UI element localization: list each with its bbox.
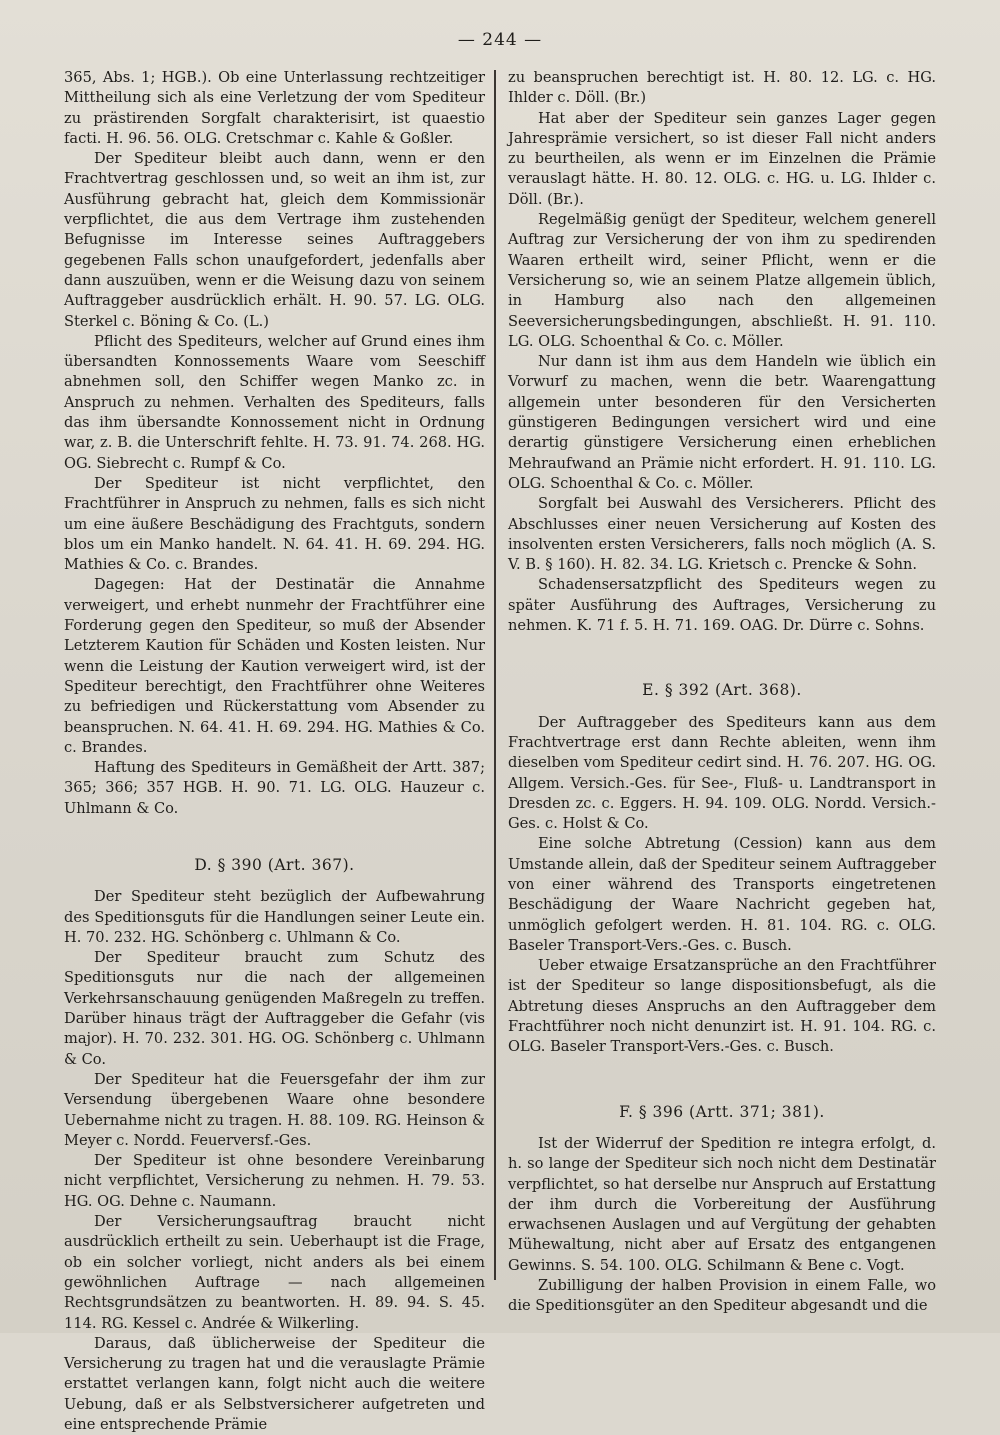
paragraph: Der Spediteur hat die Feuersgefahr der ihm zur Versendung übergebenen Waare ohne besondere Uebernahme nicht zu tragen. H. 88. 109. RG. Heinson & Meyer c. Nordd. Feuerversf.-Ges.	[64, 1070, 485, 1149]
paragraph: Der Versicherungsauftrag braucht nicht ausdrücklich ertheilt zu sein. Ueberhaupt ist die Frage, ob ein solcher vorliegt, nicht anders als bei einem gewöhnlichen Auftrage — nach allgemeinen Rechtsgrundsätzen zu beantworten. H. 89. 94. S. 45. 114. RG. Kessel c. Andrée & Wilkerling.	[64, 1213, 485, 1332]
paragraph: Schadensersatzpflicht des Spediteurs wegen zu später Ausführung des Auftrages, Versicherung zu nehmen. K. 71 f. 5. H. 71. 169. OAG. Dr. Dürre c. Sohns.	[508, 576, 936, 635]
section-heading-f: F. § 396 (Artt. 371; 381).	[619, 1102, 825, 1121]
paragraph: 365, Abs. 1; HGB.). Ob eine Unterlassung rechtzeitiger Mittheilung sich als eine Verletzung der vom Spediteur zu prästirenden Sorgfalt charakterisirt, ist quaestio facti. H. 96. 56. OLG. Cretschmar c. Kahle & Goßler.	[64, 69, 485, 147]
paragraph: Ist der Widerruf der Spedition re integra erfolgt, d. h. so lange der Spediteur sich noch nicht dem Destinatär verpflichtet, so hat derselbe nur Anspruch auf Erstattung der ihm durch die Vorbereitung der Ausführung erwachsenen Auslagen und auf Vergütung der gehabten Mühewaltung, nicht aber auf Ersatz des entgangenen Gewinns. S. 54. 100. OLG. Schilmann & Bene c. Vogt.	[508, 1134, 936, 1274]
paragraph: Der Spediteur ist ohne besondere Vereinbarung nicht verpflichtet, Versicherung zu nehmen. H. 79. 53. HG. OG. Dehne c. Naumann.	[64, 1152, 485, 1210]
paragraph: Eine solche Abtretung (Cession) kann aus dem Umstande allein, daß der Spediteur seinem Auftraggeber von einer während des Transports eingetretenen Beschädigung der Waare Nachricht gegeben hat, unmöglich gefolgert werden. H. 81. 104. RG. c. OLG. Baseler Transport-Vers.-Ges. c. Busch.	[508, 835, 936, 954]
paragraph: Der Spediteur steht bezüglich der Aufbewahrung des Speditionsguts für die Handlungen seiner Leute ein. H. 70. 232. HG. Schönberg c. Uhlmann & Co.	[64, 888, 485, 946]
section-heading-d: D. § 390 (Art. 367).	[194, 855, 355, 874]
paragraph: Der Spediteur ist nicht verpflichtet, den Frachtführer in Anspruch zu nehmen, falls es sich nicht um eine äußere Beschädigung des Frachtguts, sondern blos um ein Manko handelt. N. 64. 41. H. 69. 294. HG. Mathies & Co. c. Brandes.	[64, 474, 485, 574]
paragraph: Der Auftraggeber des Spediteurs kann aus dem Frachtvertrage erst dann Rechte ableiten, wenn ihm dieselben vom Spediteur cedirt sind. H. 76. 207. HG. OG. Allgem. Versich.-Ges. für See-, Fluß- u. Landtransport in Dresden zc. c. Eggers. H. 94. 109. OLG. Nordd. Versich.-Ges. c. Holst & Co.	[508, 713, 936, 833]
right-column	[508, 68, 936, 1317]
paragraph: Der Spediteur bleibt auch dann, wenn er den Frachtvertrag geschlossen und, so weit an ihm ist, zur Ausführung gebracht hat, gleich dem Kommissionär verpflichtet, die aus dem Vertrage ihm zustehenden Befugnisse im Interesse seines Auftraggebers gegebenen Falls schon unaufgefordert, jedenfalls aber dann auszuüben, wenn er die Weisung dazu von seinem Auftraggeber ausdrücklich erhält. H. 90. 57. LG. OLG. Sterkel c. Böning & Co. (L.)	[64, 150, 485, 330]
paragraph: Regelmäßig genügt der Spediteur, welchem generell Auftrag zur Versicherung der von ihm zu spedirenden Waaren ertheilt wird, seiner Pflicht, wenn er die Versicherung so, wie an seinem Platze allgemein üblich, in Hamburg also nach den allgemeinen Seeversicherungsbedingungen, abschließt. H. 91. 110. LG. OLG. Schoenthal & Co. c. Möller.	[508, 211, 936, 350]
paragraph: Nur dann ist ihm aus dem Handeln wie üblich ein Vorwurf zu machen, wenn die betr. Waarengattung allgemein unter besonderen für den Versicherten günstigeren Bedingungen versichert wird und eine derartig günstigere Versicherung einen erheblichen Mehraufwand an Prämie nicht erfordert. H. 91. 110. LG. OLG. Schoenthal & Co. c. Möller.	[508, 353, 936, 492]
column-divider	[494, 70, 496, 1280]
paragraph: Zubilligung der halben Provision in einem Falle, wo die Speditionsgüter an den Spediteur abgesandt und die	[508, 1277, 936, 1315]
section-heading-e: E. § 392 (Art. 368).	[642, 681, 802, 700]
paragraph: Pflicht des Spediteurs, welcher auf Grund eines ihm übersandten Konnossements Waare vom Seeschiff abnehmen soll, den Schiffer wegen Manko zc. in Anspruch zu nehmen. Verhalten des Spediteurs, falls das ihm übersandte Konnossement nicht in Ordnung war, z. B. die Unterschrift fehlte. H. 73. 91. 74. 268. HG. OG. Siebrecht c. Rumpf & Co.	[64, 332, 485, 472]
page-number: — 244 —	[457, 30, 543, 50]
paragraph: Dagegen: Hat der Destinatär die Annahme verweigert, und erhebt nunmehr der Frachtführer eine Forderung gegen den Spediteur, so muß der Absender Letzterem Kaution für Schäden und Kosten leisten. Nur wenn die Leistung der Kaution verweigert wird, ist der Spediteur berechtigt, den Frachtführer ohne Weiteres zu befriedigen und Rückerstattung vom Absender zu beanspruchen. N. 64. 41. H. 69. 294. HG. Mathies & Co. c. Brandes.	[64, 576, 485, 756]
paragraph: Haftung des Spediteurs in Gemäßheit der Artt. 387; 365; 366; 357 HGB. H. 90. 71. LG. OLG. Hauzeur c. Uhlmann & Co.	[64, 759, 485, 817]
paragraph: Hat aber der Spediteur sein ganzes Lager gegen Jahresprämie versichert, so ist dieser Fall nicht anders zu beurtheilen, als wenn er im Einzelnen die Prämie verauslagt hätte. H. 80. 12. OLG. c. HG. u. LG. Ihlder c. Döll. (Br.).	[508, 109, 936, 208]
paragraph: Daraus, daß üblicherweise der Spediteur die Versicherung zu tragen hat und die verauslagte Prämie erstattet verlangen kann, folgt nicht auch die weitere Uebung, daß er als Selbstversicherer aufgetreten und eine entsprechende Prämie	[64, 1334, 485, 1433]
paragraph: Sorgfalt bei Auswahl des Versicherers. Pflicht des Abschlusses einer neuen Versicherung auf Kosten des insolventen ersten Versicherers, falls noch möglich (A. S. V. B. § 160). H. 82. 34. LG. Krietsch c. Prencke & Sohn.	[508, 495, 936, 574]
paragraph: Der Spediteur braucht zum Schutz des Speditionsguts nur die nach der allgemeinen Verkehrsanschauung genügenden Maßregeln zu treffen. Darüber hinaus trägt der Auftraggeber die Gefahr (vis major). H. 70. 232. 301. HG. OG. Schönberg c. Uhlmann & Co.	[64, 949, 485, 1068]
paragraph: Ueber etwaige Ersatzansprüche an den Frachtführer ist der Spediteur so lange dispositionsbefugt, als die Abtretung dieses Anspruchs an den Auftraggeber dem Frachtführer noch nicht denunzirt ist. H. 91. 104. RG. c. OLG. Baseler Transport-Vers.-Ges. c. Busch.	[508, 957, 936, 1056]
paragraph: zu beanspruchen berechtigt ist. H. 80. 12. LG. c. HG. Ihlder c. Döll. (Br.)	[508, 69, 936, 107]
left-column	[64, 68, 485, 1435]
